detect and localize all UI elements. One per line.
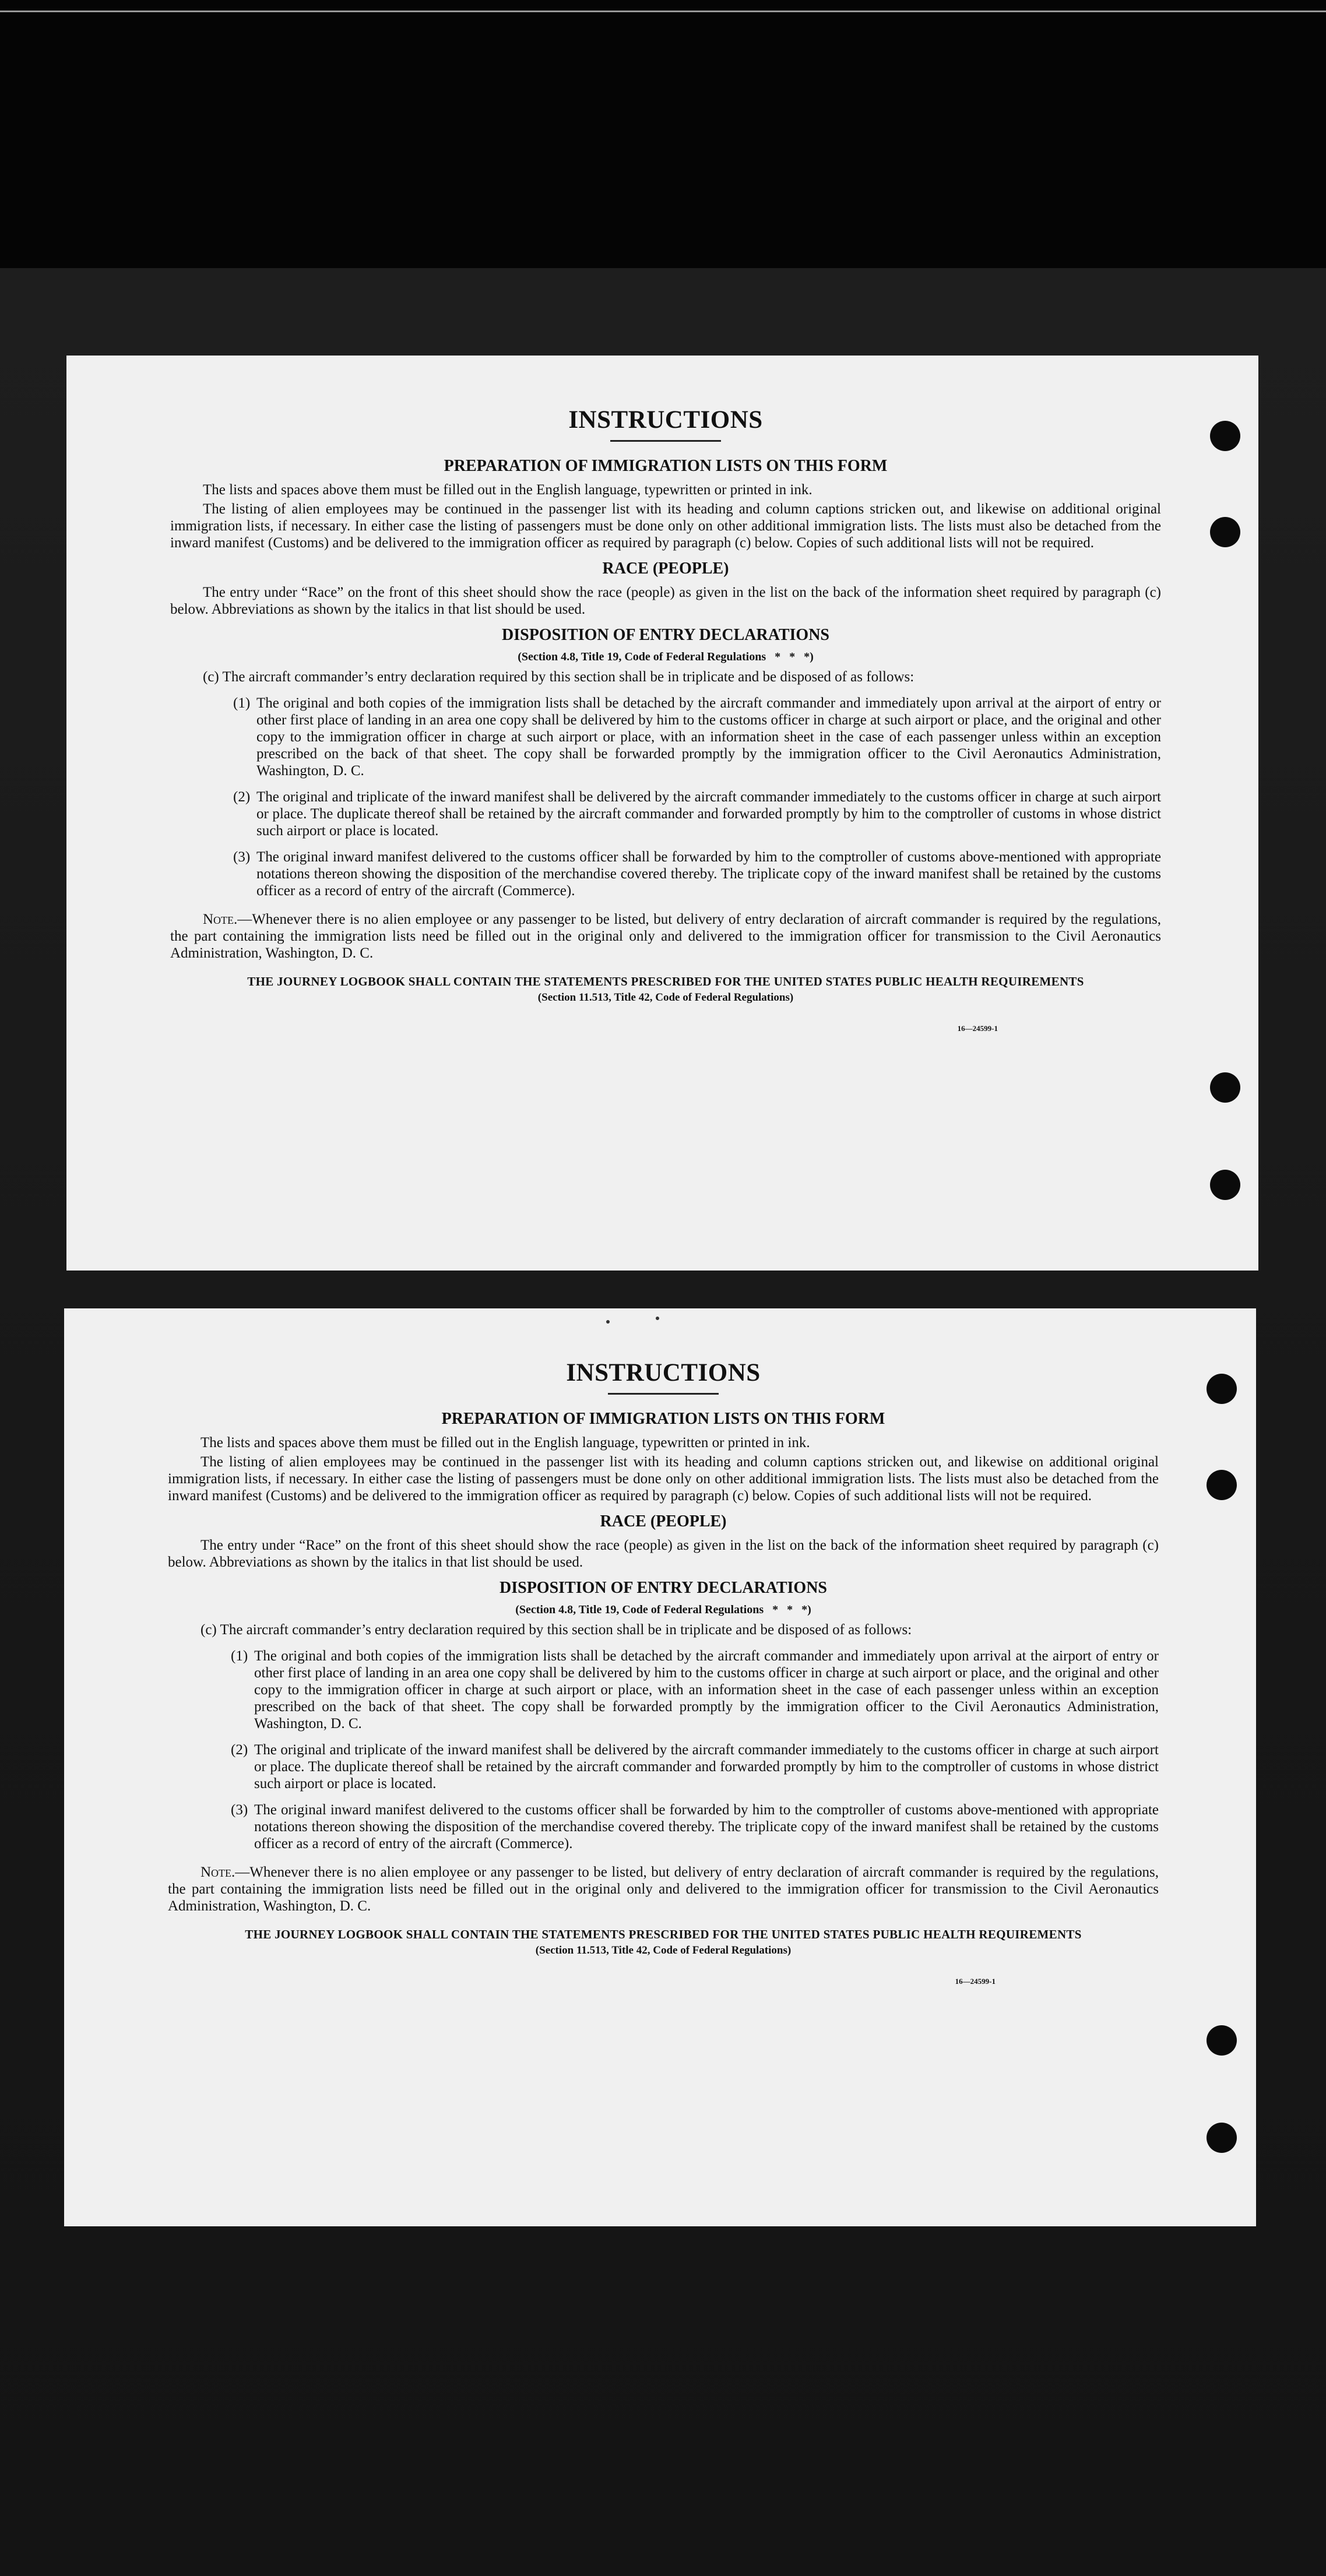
sheet-content: [170, 402, 1161, 1033]
item-text: The original and both copies of the immigration lists shall be detached by the aircraft commander and immediately upon arrival at the airport of entry or other first place of landing in an area one copy shall be delivered by him to the customs officer in charge at such airport or place, and the original and other copy to the immigration officer in charge at such airport or place, with an information sheet in the case of each passenger unless within an exception prescribed on the back of that sheet. The copy shall be forwarded promptly by the immigration officer to the Civil Aeronautics Administration, Washington, D. C.: [256, 695, 1161, 779]
title-rule: [608, 1393, 719, 1395]
punch-hole: [1207, 2123, 1237, 2153]
paragraph-race: The entry under “Race” on the front of this sheet should show the race (people) as given in the list on the back of the information sheet required by paragraph (c) below. Abbreviations as shown by the italics in that list should be used.: [168, 1537, 1159, 1570]
paragraph-race: The entry under “Race” on the front of this sheet should show the race (people) as given in the list on the back of the information sheet required by paragraph (c) below. Abbreviations as shown by the italics in that list should be used.: [170, 585, 1161, 617]
speck: [656, 1317, 659, 1320]
punch-hole: [1210, 1072, 1240, 1103]
instruction-sheet-1: [66, 356, 1258, 1271]
page-title: INSTRUCTIONS: [566, 1359, 761, 1386]
paragraph-c: (c) The aircraft commander’s entry declaration required by this section shall be in triplicate and be disposed of as follows:: [201, 1622, 912, 1638]
title-rule: [610, 440, 721, 442]
page-title: INSTRUCTIONS: [568, 406, 763, 434]
list-item: [231, 1741, 1159, 1792]
punch-hole: [1210, 517, 1240, 547]
heading-preparation: PREPARATION OF IMMIGRATION LISTS ON THIS FORM: [441, 1410, 885, 1428]
list-item: [231, 1801, 1159, 1852]
note-label: Note.: [203, 912, 238, 927]
punch-hole: [1207, 1374, 1237, 1404]
note-label: Note.: [201, 1864, 235, 1880]
disposition-citation: (Section 4.8, Title 19, Code of Federal Regulations * * *): [515, 1603, 811, 1616]
form-number: 16—24599-1: [955, 1977, 996, 1986]
note-paragraph: [168, 1864, 1159, 1915]
logbook-citation: (Section 11.513, Title 42, Code of Federal Regulations): [535, 1944, 792, 1956]
list-item: [233, 695, 1161, 779]
item-number: (2): [231, 1742, 248, 1758]
speck: [606, 1320, 610, 1324]
film-edge-line: [0, 10, 1326, 12]
top-dark-band: [0, 0, 1326, 268]
punch-hole: [1207, 1470, 1237, 1500]
list-item: [231, 1648, 1159, 1732]
logbook-citation: (Section 11.513, Title 42, Code of Federal Regulations): [537, 991, 794, 1004]
punch-hole: [1210, 421, 1240, 451]
item-number: (3): [231, 1802, 248, 1818]
note-text: —Whenever there is no alien employee or any passenger to be listed, but delivery of entry declaration of aircraft commander is required by the regulations, the part containing the immigration lists need be filled out in the original only and delivered to the immigration officer for transmission to the Civil Aeronautics Administration, Washington, D. C.: [170, 912, 1161, 961]
heading-race: RACE (PEOPLE): [600, 1512, 727, 1530]
instruction-sheet-2: [64, 1308, 1256, 2226]
paragraph-alien-employees: The listing of alien employees may be continued in the passenger list with its heading and column captions stricken out, and likewise on additional original immigration lists, if necessary. In either case the listing of passengers must be done only on other additional immigration lists. The lists must also be detached from the inward manifest (Customs) and be delivered to the immigration officer as required by paragraph (c) below. Copies of such additional lists will not be required.: [170, 501, 1161, 551]
heading-disposition: DISPOSITION OF ENTRY DECLARATIONS: [500, 1579, 827, 1597]
item-number: (1): [233, 695, 251, 711]
item-text: The original and triplicate of the inward manifest shall be delivered by the aircraft commander immediately to the customs officer in charge at such airport or place. The duplicate thereof shall be retained by the aircraft commander and forwarded promptly by him to the comptroller of customs in whose district such airport or place is located.: [254, 1742, 1159, 1792]
item-text: The original and triplicate of the inward manifest shall be delivered by the aircraft commander immediately to the customs officer in charge at such airport or place. The duplicate thereof shall be retained by the aircraft commander and forwarded promptly by him to the comptroller of customs in whose district such airport or place is located.: [256, 789, 1161, 839]
paragraph-alien-employees: The listing of alien employees may be continued in the passenger list with its heading and column captions stricken out, and likewise on additional original immigration lists, if necessary. In either case the listing of passengers must be done only on other additional immigration lists. The lists must also be detached from the inward manifest (Customs) and be delivered to the immigration officer as required by paragraph (c) below. Copies of such additional lists will not be required.: [168, 1454, 1159, 1504]
form-number: 16—24599-1: [957, 1024, 998, 1033]
disposition-citation: (Section 4.8, Title 19, Code of Federal Regulations * * *): [518, 650, 814, 663]
note-text: —Whenever there is no alien employee or any passenger to be listed, but delivery of entry declaration of aircraft commander is required by the regulations, the part containing the immigration lists need be filled out in the original only and delivered to the immigration officer for transmission to the Civil Aeronautics Administration, Washington, D. C.: [168, 1864, 1159, 1914]
item-number: (2): [233, 789, 251, 805]
punch-hole: [1210, 1170, 1240, 1200]
punch-hole: [1207, 2025, 1237, 2056]
logbook-statement: THE JOURNEY LOGBOOK SHALL CONTAIN THE STATEMENTS PRESCRIBED FOR THE UNITED STATES PUBLIC HEALTH REQUIREMENTS: [245, 1927, 1082, 1941]
logbook-statement: THE JOURNEY LOGBOOK SHALL CONTAIN THE STATEMENTS PRESCRIBED FOR THE UNITED STATES PUBLIC HEALTH REQUIREMENTS: [247, 974, 1084, 988]
item-text: The original inward manifest delivered to the customs officer shall be forwarded by him to the comptroller of customs above-mentioned with appropriate notations thereon showing the disposition of the merchandise covered thereby. The triplicate copy of the inward manifest shall be retained by the customs officer as a record of entry of the aircraft (Commerce).: [256, 849, 1161, 899]
sheet-content: [168, 1355, 1159, 1986]
heading-race: RACE (PEOPLE): [602, 559, 729, 578]
list-item: [233, 789, 1161, 839]
paragraph-lists: The lists and spaces above them must be filled out in the English language, typewritten or printed in ink.: [203, 482, 813, 498]
paragraph-lists: The lists and spaces above them must be filled out in the English language, typewritten or printed in ink.: [201, 1435, 810, 1451]
item-text: The original inward manifest delivered to the customs officer shall be forwarded by him to the comptroller of customs above-mentioned with appropriate notations thereon showing the disposition of the merchandise covered thereby. The triplicate copy of the inward manifest shall be retained by the customs officer as a record of entry of the aircraft (Commerce).: [254, 1802, 1159, 1852]
item-number: (1): [231, 1648, 248, 1664]
heading-preparation: PREPARATION OF IMMIGRATION LISTS ON THIS FORM: [444, 457, 888, 475]
paragraph-c: (c) The aircraft commander’s entry declaration required by this section shall be in triplicate and be disposed of as follows:: [203, 669, 915, 685]
heading-disposition: DISPOSITION OF ENTRY DECLARATIONS: [502, 626, 829, 644]
item-number: (3): [233, 849, 251, 865]
item-text: The original and both copies of the immigration lists shall be detached by the aircraft commander and immediately upon arrival at the airport of entry or other first place of landing in an area one copy shall be delivered by him to the customs officer in charge at such airport or place, and the original and other copy to the immigration officer in charge at such airport or place, with an information sheet in the case of each passenger unless within an exception prescribed on the back of that sheet. The copy shall be forwarded promptly by the immigration officer to the Civil Aeronautics Administration, Washington, D. C.: [254, 1648, 1159, 1732]
note-paragraph: [170, 911, 1161, 962]
list-item: [233, 849, 1161, 899]
